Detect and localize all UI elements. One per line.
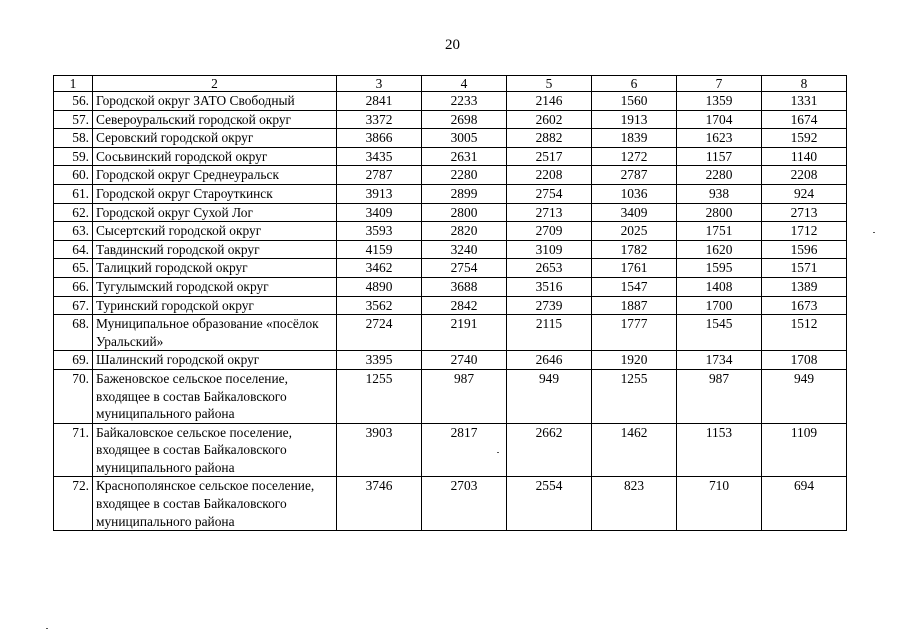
value-cell: 1700 <box>677 296 762 315</box>
value-cell: 1592 <box>762 129 847 148</box>
value-cell: 3109 <box>507 240 592 259</box>
column-header: 8 <box>762 76 847 92</box>
row-number: 58. <box>54 129 93 148</box>
table-row <box>54 147 847 166</box>
municipality-name: Талицкий городской округ <box>93 259 337 278</box>
municipality-name: Байкаловское сельское поселение, входящее в состав Байкаловского муниципального района <box>93 423 337 477</box>
value-cell: 2800 <box>677 203 762 222</box>
value-cell: 3409 <box>337 203 422 222</box>
value-cell: 2842 <box>422 296 507 315</box>
value-cell: 2713 <box>762 203 847 222</box>
scan-speck <box>46 628 48 629</box>
row-number: 61. <box>54 184 93 203</box>
municipality-name: Муниципальное образование «посёлок Уральский» <box>93 315 337 351</box>
value-cell: 1571 <box>762 259 847 278</box>
value-cell: 1109 <box>762 423 847 477</box>
table-row <box>54 259 847 278</box>
value-cell: 3395 <box>337 351 422 370</box>
table-row <box>54 296 847 315</box>
value-cell: 1462 <box>592 423 677 477</box>
value-cell: 1140 <box>762 147 847 166</box>
table-row <box>54 203 847 222</box>
value-cell: 1359 <box>677 92 762 111</box>
value-cell: 2841 <box>337 92 422 111</box>
value-cell: 2800 <box>422 203 507 222</box>
row-number: 57. <box>54 110 93 129</box>
value-cell: 2754 <box>422 259 507 278</box>
row-number: 70. <box>54 369 93 423</box>
value-cell: 987 <box>677 369 762 423</box>
table-row <box>54 369 847 423</box>
value-cell: 1777 <box>592 315 677 351</box>
value-cell: 3435 <box>337 147 422 166</box>
table-row <box>54 477 847 531</box>
column-header: 3 <box>337 76 422 92</box>
value-cell: 3005 <box>422 129 507 148</box>
value-cell: 3372 <box>337 110 422 129</box>
municipality-name: Городской округ Сухой Лог <box>93 203 337 222</box>
table-row <box>54 166 847 185</box>
value-cell: 1255 <box>592 369 677 423</box>
value-cell: 1560 <box>592 92 677 111</box>
value-cell: 2724 <box>337 315 422 351</box>
table-row <box>54 184 847 203</box>
municipality-name: Городской округ Среднеуральск <box>93 166 337 185</box>
value-cell: 1331 <box>762 92 847 111</box>
value-cell: 3593 <box>337 222 422 241</box>
scan-speck <box>873 232 875 233</box>
municipality-name: Тавдинский городской округ <box>93 240 337 259</box>
value-cell: 2754 <box>507 184 592 203</box>
value-cell: 2899 <box>422 184 507 203</box>
value-cell: 2233 <box>422 92 507 111</box>
value-cell: 1153 <box>677 423 762 477</box>
table-row <box>54 423 847 477</box>
municipality-name: Североуральский городской округ <box>93 110 337 129</box>
municipality-name: Городской округ ЗАТО Свободный <box>93 92 337 111</box>
row-number: 66. <box>54 277 93 296</box>
row-number: 56. <box>54 92 93 111</box>
value-cell: 1708 <box>762 351 847 370</box>
value-cell: 1545 <box>677 315 762 351</box>
row-number: 60. <box>54 166 93 185</box>
value-cell: 710 <box>677 477 762 531</box>
value-cell: 3903 <box>337 423 422 477</box>
value-cell: 1595 <box>677 259 762 278</box>
table-row <box>54 129 847 148</box>
value-cell: 2280 <box>677 166 762 185</box>
value-cell: 1839 <box>592 129 677 148</box>
value-cell: 949 <box>507 369 592 423</box>
value-cell: 1512 <box>762 315 847 351</box>
value-cell: 949 <box>762 369 847 423</box>
value-cell: 2146 <box>507 92 592 111</box>
value-cell: 1887 <box>592 296 677 315</box>
value-cell: 1674 <box>762 110 847 129</box>
value-cell: 2698 <box>422 110 507 129</box>
value-cell: 1596 <box>762 240 847 259</box>
value-cell: 2517 <box>507 147 592 166</box>
value-cell: 2115 <box>507 315 592 351</box>
municipality-name: Городской округ Староуткинск <box>93 184 337 203</box>
value-cell: 2709 <box>507 222 592 241</box>
value-cell: 1157 <box>677 147 762 166</box>
value-cell: 2191 <box>422 315 507 351</box>
value-cell: 3462 <box>337 259 422 278</box>
value-cell: 3913 <box>337 184 422 203</box>
table-row <box>54 240 847 259</box>
value-cell: 1751 <box>677 222 762 241</box>
row-number: 59. <box>54 147 93 166</box>
value-cell: 4159 <box>337 240 422 259</box>
value-cell: 2713 <box>507 203 592 222</box>
value-cell: 2208 <box>762 166 847 185</box>
municipality-name: Тугулымский городской округ <box>93 277 337 296</box>
value-cell: 3240 <box>422 240 507 259</box>
value-cell: 1255 <box>337 369 422 423</box>
table-row <box>54 222 847 241</box>
value-cell: 1272 <box>592 147 677 166</box>
column-header: 7 <box>677 76 762 92</box>
value-cell: 1782 <box>592 240 677 259</box>
value-cell: 1673 <box>762 296 847 315</box>
municipality-name: Серовский городской округ <box>93 129 337 148</box>
value-cell: 2554 <box>507 477 592 531</box>
value-cell: 3516 <box>507 277 592 296</box>
value-cell: 3562 <box>337 296 422 315</box>
row-number: 69. <box>54 351 93 370</box>
row-number: 67. <box>54 296 93 315</box>
value-cell: 2208 <box>507 166 592 185</box>
value-cell: 2817 <box>422 423 507 477</box>
row-number: 63. <box>54 222 93 241</box>
value-cell: 2602 <box>507 110 592 129</box>
row-number: 64. <box>54 240 93 259</box>
municipality-name: Краснополянское сельское поселение, входящее в состав Байкаловского муниципального района <box>93 477 337 531</box>
value-cell: 2787 <box>337 166 422 185</box>
value-cell: 2882 <box>507 129 592 148</box>
value-cell: 3409 <box>592 203 677 222</box>
table-header <box>54 76 847 92</box>
scan-speck <box>497 452 499 453</box>
header-row <box>54 76 847 92</box>
column-header: 6 <box>592 76 677 92</box>
table-row <box>54 92 847 111</box>
table-row <box>54 315 847 351</box>
column-header: 1 <box>54 76 93 92</box>
value-cell: 3688 <box>422 277 507 296</box>
table-row <box>54 110 847 129</box>
table-row <box>54 277 847 296</box>
column-header: 5 <box>507 76 592 92</box>
value-cell: 987 <box>422 369 507 423</box>
value-cell: 2820 <box>422 222 507 241</box>
value-cell: 1734 <box>677 351 762 370</box>
page-number: 20 <box>445 37 460 53</box>
value-cell: 1623 <box>677 129 762 148</box>
value-cell: 1704 <box>677 110 762 129</box>
value-cell: 2662 <box>507 423 592 477</box>
value-cell: 1408 <box>677 277 762 296</box>
value-cell: 924 <box>762 184 847 203</box>
table-body <box>54 92 847 531</box>
value-cell: 694 <box>762 477 847 531</box>
table-row <box>54 351 847 370</box>
column-header: 4 <box>422 76 507 92</box>
data-table <box>53 75 847 531</box>
value-cell: 2280 <box>422 166 507 185</box>
column-header: 2 <box>93 76 337 92</box>
value-cell: 2646 <box>507 351 592 370</box>
municipality-name: Сосьвинский городской округ <box>93 147 337 166</box>
value-cell: 3866 <box>337 129 422 148</box>
value-cell: 2653 <box>507 259 592 278</box>
municipality-name: Туринский городской округ <box>93 296 337 315</box>
value-cell: 2631 <box>422 147 507 166</box>
row-number: 65. <box>54 259 93 278</box>
value-cell: 2787 <box>592 166 677 185</box>
value-cell: 1036 <box>592 184 677 203</box>
row-number: 62. <box>54 203 93 222</box>
value-cell: 823 <box>592 477 677 531</box>
municipality-name: Баженовское сельское поселение, входящее в состав Байкаловского муниципального района <box>93 369 337 423</box>
row-number: 72. <box>54 477 93 531</box>
value-cell: 2740 <box>422 351 507 370</box>
municipality-name: Сысертский городской округ <box>93 222 337 241</box>
value-cell: 1920 <box>592 351 677 370</box>
value-cell: 2703 <box>422 477 507 531</box>
value-cell: 1712 <box>762 222 847 241</box>
value-cell: 2739 <box>507 296 592 315</box>
value-cell: 1761 <box>592 259 677 278</box>
value-cell: 2025 <box>592 222 677 241</box>
value-cell: 938 <box>677 184 762 203</box>
municipality-name: Шалинский городской округ <box>93 351 337 370</box>
value-cell: 1547 <box>592 277 677 296</box>
row-number: 71. <box>54 423 93 477</box>
value-cell: 1389 <box>762 277 847 296</box>
value-cell: 1620 <box>677 240 762 259</box>
value-cell: 3746 <box>337 477 422 531</box>
value-cell: 1913 <box>592 110 677 129</box>
row-number: 68. <box>54 315 93 351</box>
value-cell: 4890 <box>337 277 422 296</box>
